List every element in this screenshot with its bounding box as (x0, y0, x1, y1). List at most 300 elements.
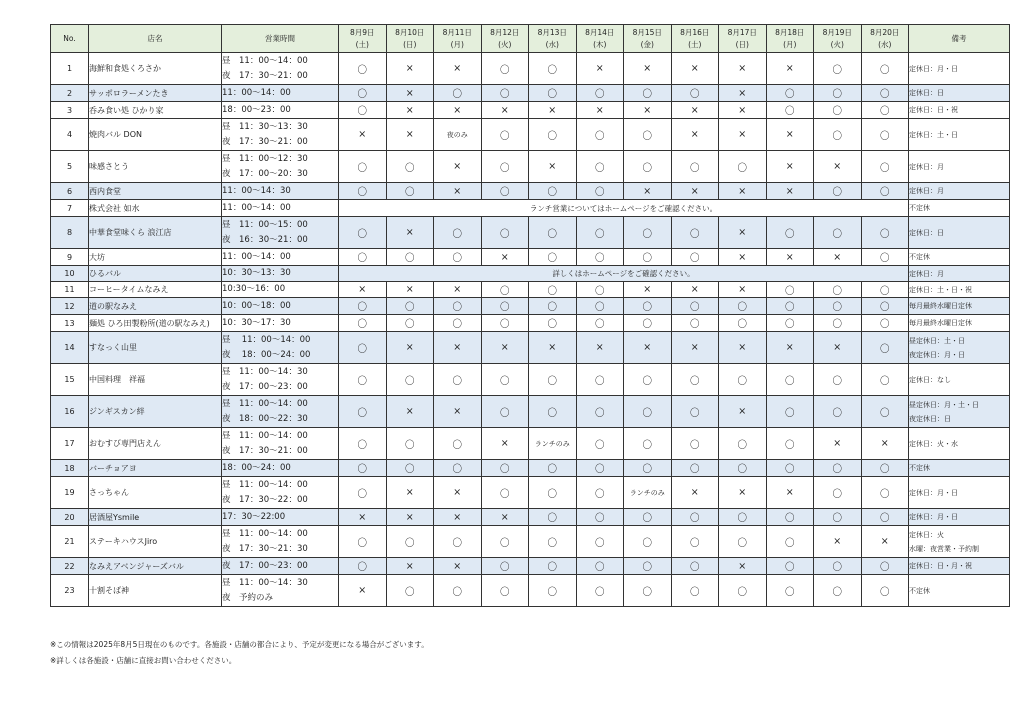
header-day (766, 25, 814, 53)
header-notes: 備考 (909, 25, 1010, 53)
header-day-date: 8月9日 (349, 27, 375, 37)
open-mark: 〇 (861, 53, 909, 85)
header-day (719, 25, 767, 53)
row-number: 17 (51, 428, 89, 460)
open-mark: 〇 (861, 558, 909, 575)
open-mark: 〇 (861, 575, 909, 607)
remarks-line: 定休日：月・日 (909, 488, 958, 497)
open-mark: 〇 (434, 298, 482, 315)
remarks-line: 定休日：月・日 (909, 513, 958, 521)
open-mark: 〇 (861, 85, 909, 102)
open-mark: 〇 (529, 460, 577, 477)
open-mark: 〇 (719, 298, 767, 315)
closed-mark: × (671, 102, 719, 119)
footnote: ※詳しくは各施設・店舗に直接お問い合わせください。 (50, 656, 237, 665)
closed-mark: × (671, 282, 719, 298)
open-mark: 〇 (861, 119, 909, 151)
closed-mark: × (719, 558, 767, 575)
row-number: 16 (51, 396, 89, 428)
open-mark: 〇 (719, 151, 767, 183)
row-number: 22 (51, 558, 89, 575)
open-mark: 〇 (814, 477, 862, 509)
open-mark: 〇 (624, 298, 672, 315)
remarks (909, 526, 1010, 558)
table-row (51, 266, 1010, 282)
business-hours (222, 151, 339, 183)
table-row (51, 428, 1010, 460)
hours-line: 昼 11：00～14：00 (222, 398, 308, 409)
open-mark: 〇 (434, 428, 482, 460)
row-number: 1 (51, 53, 89, 85)
open-mark: 〇 (576, 249, 624, 266)
business-hours (222, 298, 339, 315)
open-mark: 〇 (386, 364, 434, 396)
open-mark: 〇 (576, 396, 624, 428)
table-row (51, 249, 1010, 266)
open-mark: 〇 (529, 217, 577, 249)
store-name: 味感さとう (89, 151, 222, 183)
header-day (339, 25, 387, 53)
open-mark: 〇 (576, 477, 624, 509)
open-mark: 〇 (576, 575, 624, 607)
open-mark: 〇 (624, 558, 672, 575)
row-number: 12 (51, 298, 89, 315)
open-mark: 〇 (671, 151, 719, 183)
remarks (909, 282, 1010, 298)
open-mark: 〇 (529, 183, 577, 200)
header-store-name: 店名 (89, 25, 222, 53)
closed-mark: × (386, 282, 434, 298)
row-number: 6 (51, 183, 89, 200)
hours-line: 夜 17：30～21：30 (222, 543, 308, 554)
closed-mark: × (576, 332, 624, 364)
store-name: 中華食堂味くら 浪江店 (89, 217, 222, 249)
business-hours (222, 396, 339, 428)
closed-mark: × (814, 151, 862, 183)
open-mark: 〇 (529, 119, 577, 151)
remarks (909, 266, 1010, 282)
hours-line: 11：00～14：00 (222, 251, 291, 262)
hours-line: 夜 18：00～22：30 (222, 413, 308, 424)
open-mark: 〇 (386, 298, 434, 315)
header-day-weekday: (日) (735, 39, 749, 49)
open-mark: 〇 (529, 509, 577, 526)
open-mark: 〇 (624, 85, 672, 102)
row-number: 23 (51, 575, 89, 607)
open-mark: 〇 (339, 249, 387, 266)
row-number: 19 (51, 477, 89, 509)
header-day (481, 25, 529, 53)
closed-mark: × (386, 477, 434, 509)
business-hours (222, 477, 339, 509)
remarks-line: 定休日：日 (909, 89, 944, 97)
header-day (529, 25, 577, 53)
open-mark: 〇 (814, 282, 862, 298)
remarks-line: 定休日：日・月・祝 (909, 562, 972, 570)
business-hours (222, 85, 339, 102)
open-mark: 〇 (766, 526, 814, 558)
table-row (51, 183, 1010, 200)
closed-mark: × (434, 396, 482, 428)
open-mark: 〇 (719, 364, 767, 396)
closed-mark: × (481, 102, 529, 119)
table-row (51, 526, 1010, 558)
open-mark: 〇 (386, 315, 434, 332)
open-mark: 〇 (766, 558, 814, 575)
closed-mark: × (624, 282, 672, 298)
closed-mark: × (481, 249, 529, 266)
closed-mark: × (624, 102, 672, 119)
header-day-date: 8月10日 (395, 27, 425, 37)
open-mark: 〇 (481, 477, 529, 509)
header-day (386, 25, 434, 53)
closed-mark: × (624, 183, 672, 200)
open-mark: 〇 (861, 364, 909, 396)
hours-line: 夜 16：30～21：00 (222, 234, 308, 245)
open-mark: 〇 (814, 183, 862, 200)
open-mark: 〇 (814, 85, 862, 102)
store-name: 株式会社 如水 (89, 200, 222, 217)
closed-mark: × (434, 102, 482, 119)
closed-mark: × (719, 53, 767, 85)
row-number: 8 (51, 217, 89, 249)
row-number: 7 (51, 200, 89, 217)
open-mark: 〇 (576, 282, 624, 298)
open-mark: 〇 (814, 575, 862, 607)
table-row (51, 151, 1010, 183)
open-mark: 〇 (766, 102, 814, 119)
header-day-date: 8月20日 (870, 27, 900, 37)
open-mark: 〇 (481, 217, 529, 249)
store-name: さっちゃん (89, 477, 222, 509)
closed-mark: × (671, 119, 719, 151)
schedule-note: ランチ営業についてはホームページをご確認ください。 (339, 200, 909, 217)
business-hours (222, 315, 339, 332)
business-hours (222, 364, 339, 396)
hours-line: 10：00～18：00 (222, 300, 291, 311)
open-mark: 〇 (861, 249, 909, 266)
header-day-weekday: (土) (355, 39, 369, 49)
open-mark: 〇 (529, 53, 577, 85)
open-mark: 〇 (861, 477, 909, 509)
hours-line: 昼 11：00～14：30 (222, 366, 308, 377)
remarks-line: 昼定休日：月・土・日 (909, 400, 979, 409)
hours-line: 昼 11：00～14：30 (222, 577, 308, 588)
open-mark: 〇 (719, 509, 767, 526)
open-mark: 〇 (386, 526, 434, 558)
open-mark: 〇 (529, 282, 577, 298)
closed-mark: × (719, 477, 767, 509)
business-hours (222, 102, 339, 119)
open-mark: 〇 (434, 460, 482, 477)
open-mark: 〇 (814, 364, 862, 396)
open-mark: 〇 (766, 298, 814, 315)
open-mark: 〇 (481, 151, 529, 183)
open-mark: 〇 (861, 102, 909, 119)
footnotes (50, 637, 429, 669)
open-mark: 〇 (814, 217, 862, 249)
store-name: すなっく山里 (89, 332, 222, 364)
remarks-line: 不定休 (909, 464, 930, 472)
hours-line: 夜 17：30～21：00 (222, 445, 308, 456)
remarks-line: 定休日：日 (909, 228, 944, 237)
remarks-line: 定休日：月 (909, 162, 944, 171)
open-mark: 〇 (481, 315, 529, 332)
remarks-line: 毎月最終水曜日定休 (909, 302, 972, 310)
footnote: ※この情報は2025年8月5日現在のものです。各施設・店舗の都合により、予定が変更になる場合がございます。 (50, 640, 429, 649)
open-mark: 〇 (861, 217, 909, 249)
open-mark: 〇 (481, 282, 529, 298)
closed-mark: × (719, 217, 767, 249)
header-day-date: 8月13日 (537, 27, 567, 37)
closed-mark: × (481, 332, 529, 364)
open-mark: 〇 (624, 575, 672, 607)
remarks-line: 夜定休日：月・日 (909, 350, 965, 359)
table-row (51, 53, 1010, 85)
table-row (51, 102, 1010, 119)
partial-open-label: 夜のみ (434, 119, 482, 151)
store-name: 道の駅なみえ (89, 298, 222, 315)
open-mark: 〇 (719, 575, 767, 607)
open-mark: 〇 (671, 575, 719, 607)
open-mark: 〇 (671, 558, 719, 575)
remarks-line: 昼定休日：土・日 (909, 336, 965, 345)
table-row (51, 558, 1010, 575)
remarks-line: 定休日：月 (909, 269, 944, 278)
header-day (861, 25, 909, 53)
open-mark: 〇 (481, 558, 529, 575)
open-mark: 〇 (671, 526, 719, 558)
open-mark: 〇 (434, 217, 482, 249)
remarks (909, 183, 1010, 200)
open-mark: 〇 (766, 509, 814, 526)
closed-mark: × (386, 217, 434, 249)
remarks-line: 定休日：なし (909, 375, 951, 384)
open-mark: 〇 (339, 298, 387, 315)
hours-line: 夜 18：00～24：00 (222, 349, 311, 360)
open-mark: 〇 (861, 282, 909, 298)
header-day-date: 8月18日 (775, 27, 805, 37)
header-day-weekday: (月) (450, 39, 464, 49)
store-name: なみえアベンジャーズバル (89, 558, 222, 575)
open-mark: 〇 (766, 217, 814, 249)
business-hours (222, 428, 339, 460)
open-mark: 〇 (624, 249, 672, 266)
remarks-line: 定休日：日・祝 (909, 106, 958, 114)
remarks (909, 249, 1010, 266)
header-day (814, 25, 862, 53)
business-hours (222, 460, 339, 477)
hours-line: 昼 11：00～15：00 (222, 219, 308, 230)
partial-open-label: ランチのみ (624, 477, 672, 509)
header-day-weekday: (日) (403, 39, 417, 49)
hours-line: 夜 予約のみ (222, 592, 274, 603)
row-number: 18 (51, 460, 89, 477)
open-mark: 〇 (529, 396, 577, 428)
open-mark: 〇 (766, 282, 814, 298)
closed-mark: × (671, 53, 719, 85)
open-mark: 〇 (814, 315, 862, 332)
closed-mark: × (719, 85, 767, 102)
open-mark: 〇 (766, 575, 814, 607)
remarks (909, 509, 1010, 526)
closed-mark: × (766, 477, 814, 509)
remarks (909, 119, 1010, 151)
open-mark: 〇 (481, 460, 529, 477)
open-mark: 〇 (576, 183, 624, 200)
closed-mark: × (624, 53, 672, 85)
store-name: 十割そば神 (89, 575, 222, 607)
open-mark: 〇 (339, 85, 387, 102)
closed-mark: × (339, 509, 387, 526)
open-mark: 〇 (671, 298, 719, 315)
header-day (671, 25, 719, 53)
remarks-line: 定休日：火・水 (909, 439, 958, 448)
open-mark: 〇 (481, 85, 529, 102)
open-mark: 〇 (576, 460, 624, 477)
table-row (51, 85, 1010, 102)
closed-mark: × (814, 428, 862, 460)
open-mark: 〇 (434, 315, 482, 332)
open-mark: 〇 (576, 315, 624, 332)
open-mark: 〇 (386, 151, 434, 183)
open-mark: 〇 (529, 298, 577, 315)
remarks (909, 364, 1010, 396)
header-business-hours: 営業時間 (222, 25, 339, 53)
table-row (51, 119, 1010, 151)
open-mark: 〇 (339, 526, 387, 558)
open-mark: 〇 (671, 249, 719, 266)
closed-mark: × (719, 282, 767, 298)
row-number: 4 (51, 119, 89, 151)
remarks (909, 332, 1010, 364)
business-schedule-table (50, 24, 1010, 607)
closed-mark: × (766, 151, 814, 183)
open-mark: 〇 (529, 85, 577, 102)
open-mark: 〇 (529, 315, 577, 332)
open-mark: 〇 (529, 575, 577, 607)
closed-mark: × (576, 53, 624, 85)
open-mark: 〇 (481, 53, 529, 85)
closed-mark: × (434, 477, 482, 509)
hours-line: 10：30～13：30 (222, 268, 291, 278)
open-mark: 〇 (481, 364, 529, 396)
open-mark: 〇 (576, 509, 624, 526)
open-mark: 〇 (434, 364, 482, 396)
row-number: 11 (51, 282, 89, 298)
remarks (909, 53, 1010, 85)
partial-open-label: ランチのみ (529, 428, 577, 460)
closed-mark: × (814, 332, 862, 364)
open-mark: 〇 (434, 575, 482, 607)
open-mark: 〇 (434, 85, 482, 102)
open-mark: 〇 (386, 249, 434, 266)
closed-mark: × (386, 396, 434, 428)
business-hours (222, 558, 339, 575)
table-row (51, 460, 1010, 477)
remarks-line: 不定休 (909, 586, 930, 595)
open-mark: 〇 (576, 217, 624, 249)
table-row (51, 217, 1010, 249)
hours-line: 11：00～14：00 (222, 202, 291, 213)
header-day (576, 25, 624, 53)
open-mark: 〇 (481, 183, 529, 200)
row-number: 15 (51, 364, 89, 396)
closed-mark: × (766, 183, 814, 200)
closed-mark: × (386, 85, 434, 102)
closed-mark: × (814, 249, 862, 266)
remarks-line: 定休日：土・日・祝 (909, 285, 972, 294)
open-mark: 〇 (529, 477, 577, 509)
open-mark: 〇 (814, 558, 862, 575)
open-mark: 〇 (481, 526, 529, 558)
closed-mark: × (671, 477, 719, 509)
closed-mark: × (671, 332, 719, 364)
business-hours (222, 526, 339, 558)
remarks (909, 558, 1010, 575)
hours-line: 昼 11：00～14：00 (222, 334, 311, 345)
hours-line: 夜 17：30～22：00 (222, 494, 308, 505)
table-row (51, 332, 1010, 364)
store-name: ステーキハウスJiro (89, 526, 222, 558)
open-mark: 〇 (529, 526, 577, 558)
closed-mark: × (719, 249, 767, 266)
closed-mark: × (339, 119, 387, 151)
table-row (51, 396, 1010, 428)
row-number: 14 (51, 332, 89, 364)
business-hours (222, 53, 339, 85)
open-mark: 〇 (624, 119, 672, 151)
row-number: 5 (51, 151, 89, 183)
table-row (51, 282, 1010, 298)
open-mark: 〇 (766, 396, 814, 428)
business-hours (222, 249, 339, 266)
open-mark: 〇 (576, 526, 624, 558)
store-name: サッポロラーメンたき (89, 85, 222, 102)
store-name: コーヒータイムなみえ (89, 282, 222, 298)
hours-line: 11：00～14：30 (222, 185, 291, 196)
hours-line: 10:30～16：00 (222, 284, 286, 294)
open-mark: 〇 (814, 460, 862, 477)
open-mark: 〇 (624, 460, 672, 477)
header-day-weekday: (水) (878, 39, 892, 49)
remarks (909, 200, 1010, 217)
hours-line: 昼 11：00～12：30 (222, 153, 308, 164)
open-mark: 〇 (434, 526, 482, 558)
open-mark: 〇 (529, 364, 577, 396)
store-name: 大坊 (89, 249, 222, 266)
store-name: 中国料理 祥福 (89, 364, 222, 396)
hours-line: 17：30～22:00 (222, 511, 286, 522)
closed-mark: × (386, 102, 434, 119)
open-mark: 〇 (481, 575, 529, 607)
open-mark: 〇 (339, 558, 387, 575)
open-mark: 〇 (814, 509, 862, 526)
store-name: 居酒屋Ysmile (89, 509, 222, 526)
open-mark: 〇 (339, 477, 387, 509)
open-mark: 〇 (529, 249, 577, 266)
row-number: 10 (51, 266, 89, 282)
remarks (909, 460, 1010, 477)
remarks (909, 477, 1010, 509)
open-mark: 〇 (814, 119, 862, 151)
open-mark: 〇 (671, 217, 719, 249)
open-mark: 〇 (861, 396, 909, 428)
open-mark: 〇 (861, 298, 909, 315)
closed-mark: × (481, 428, 529, 460)
closed-mark: × (861, 526, 909, 558)
closed-mark: × (766, 332, 814, 364)
